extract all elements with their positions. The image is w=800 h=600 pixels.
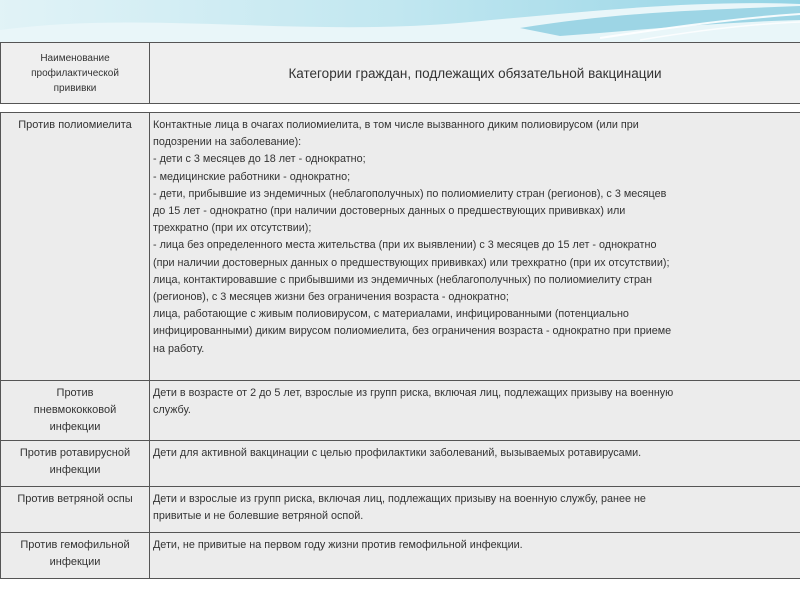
vaccine-name-cell	[1, 113, 150, 381]
vaccine-name-line: инфекции	[49, 556, 101, 568]
header-left-line: прививки	[53, 82, 97, 94]
table-row-polio	[1, 113, 800, 381]
category-line: трехкратно (при их отсутствии);	[153, 222, 312, 235]
category-line: - дети, прибывшие из эндемичных (неблагополучных) по полиомиелиту стран (регионов), с 3 месяцев	[153, 187, 667, 200]
header-table	[0, 42, 800, 104]
category-line: Дети для активной вакцинации с целью профилактики заболеваний, вызываемых ротавирусами.	[153, 447, 642, 459]
categories-cell	[150, 533, 800, 579]
categories-cell	[150, 381, 800, 441]
header-row	[1, 43, 800, 104]
vaccine-name-line: инфекции	[49, 464, 101, 476]
table-row-varicella	[1, 487, 800, 533]
header-left-line: Наименование	[40, 52, 110, 64]
vaccine-name-cell	[1, 487, 150, 533]
category-line: (при наличии достоверных данных о предшествующих прививках) или трехкратно (при их отсутствии);	[153, 256, 670, 269]
vaccine-name-cell	[1, 533, 150, 579]
category-line: подозрении на заболевание):	[153, 136, 302, 149]
categories-cell	[150, 487, 800, 533]
category-line: на работу.	[153, 342, 205, 355]
category-line: до 15 лет - однократно (при наличии достоверных данных о предшествующих прививках) или	[153, 205, 626, 218]
category-line: лица, контактировавшие с прибывшими из эндемичных (неблагополучных) по полиомиелиту стран	[153, 273, 652, 286]
categories-cell	[150, 441, 800, 487]
vaccine-name-line: Против ветряной оспы	[17, 493, 133, 505]
category-line: - дети с 3 месяцев до 18 лет - однократно;	[153, 153, 366, 166]
category-line: Дети, не привитые на первом году жизни против гемофильной инфекции.	[153, 539, 523, 551]
category-line: Дети и взрослые из групп риска, включая лиц, подлежащих призыву на военную службу, ранее не	[153, 493, 646, 505]
vaccine-name-line: Против ротавирусной	[19, 447, 131, 459]
table-row-pneumococcal	[1, 381, 800, 441]
categories-column-header: Категории граждан, подлежащих обязательной вакцинации	[150, 43, 800, 104]
table-row-haemophilus	[1, 533, 800, 579]
category-line: (регионов), с 3 месяцев жизни без ограничения возраста - однократно;	[153, 291, 509, 304]
vaccine-name-line: Против	[56, 387, 94, 399]
category-line: привитые и не болевшие ветряной оспой.	[153, 510, 364, 523]
vaccination-table	[0, 112, 800, 579]
table-row-rotavirus	[1, 441, 800, 487]
categories-cell	[150, 113, 800, 381]
decorative-wave-banner	[0, 0, 800, 42]
category-line: инфицированными) диким вирусом полиомиелита, без ограничения возраста - однократно при приеме	[153, 325, 672, 338]
category-line: службу.	[153, 404, 191, 417]
header-left-line: профилактической	[31, 67, 119, 79]
category-line: лица, работающие с живым полиовирусом, с материалами, инфицированными (потенциально	[153, 308, 629, 321]
category-line: Контактные лица в очагах полиомиелита, в том числе вызванного диким полиовирусом (или при	[153, 119, 639, 131]
vaccine-name-cell	[1, 381, 150, 441]
vaccine-name-line: пневмококковой	[33, 404, 117, 416]
vaccine-name-line: Против полиомиелита	[18, 119, 132, 131]
vaccine-name-line: инфекции	[49, 421, 101, 433]
vaccine-name-cell	[1, 441, 150, 487]
vaccine-column-header	[1, 43, 150, 104]
category-line: - медицинские работники - однократно;	[153, 170, 351, 183]
vaccine-name-line: Против гемофильной	[20, 539, 130, 551]
category-line: - лица без определенного места жительства (при их выявлении) с 3 месяцев до 15 лет - однократно	[153, 239, 657, 252]
category-line: Дети в возрасте от 2 до 5 лет, взрослые из групп риска, включая лиц, подлежащих призыву на военную	[153, 387, 674, 399]
